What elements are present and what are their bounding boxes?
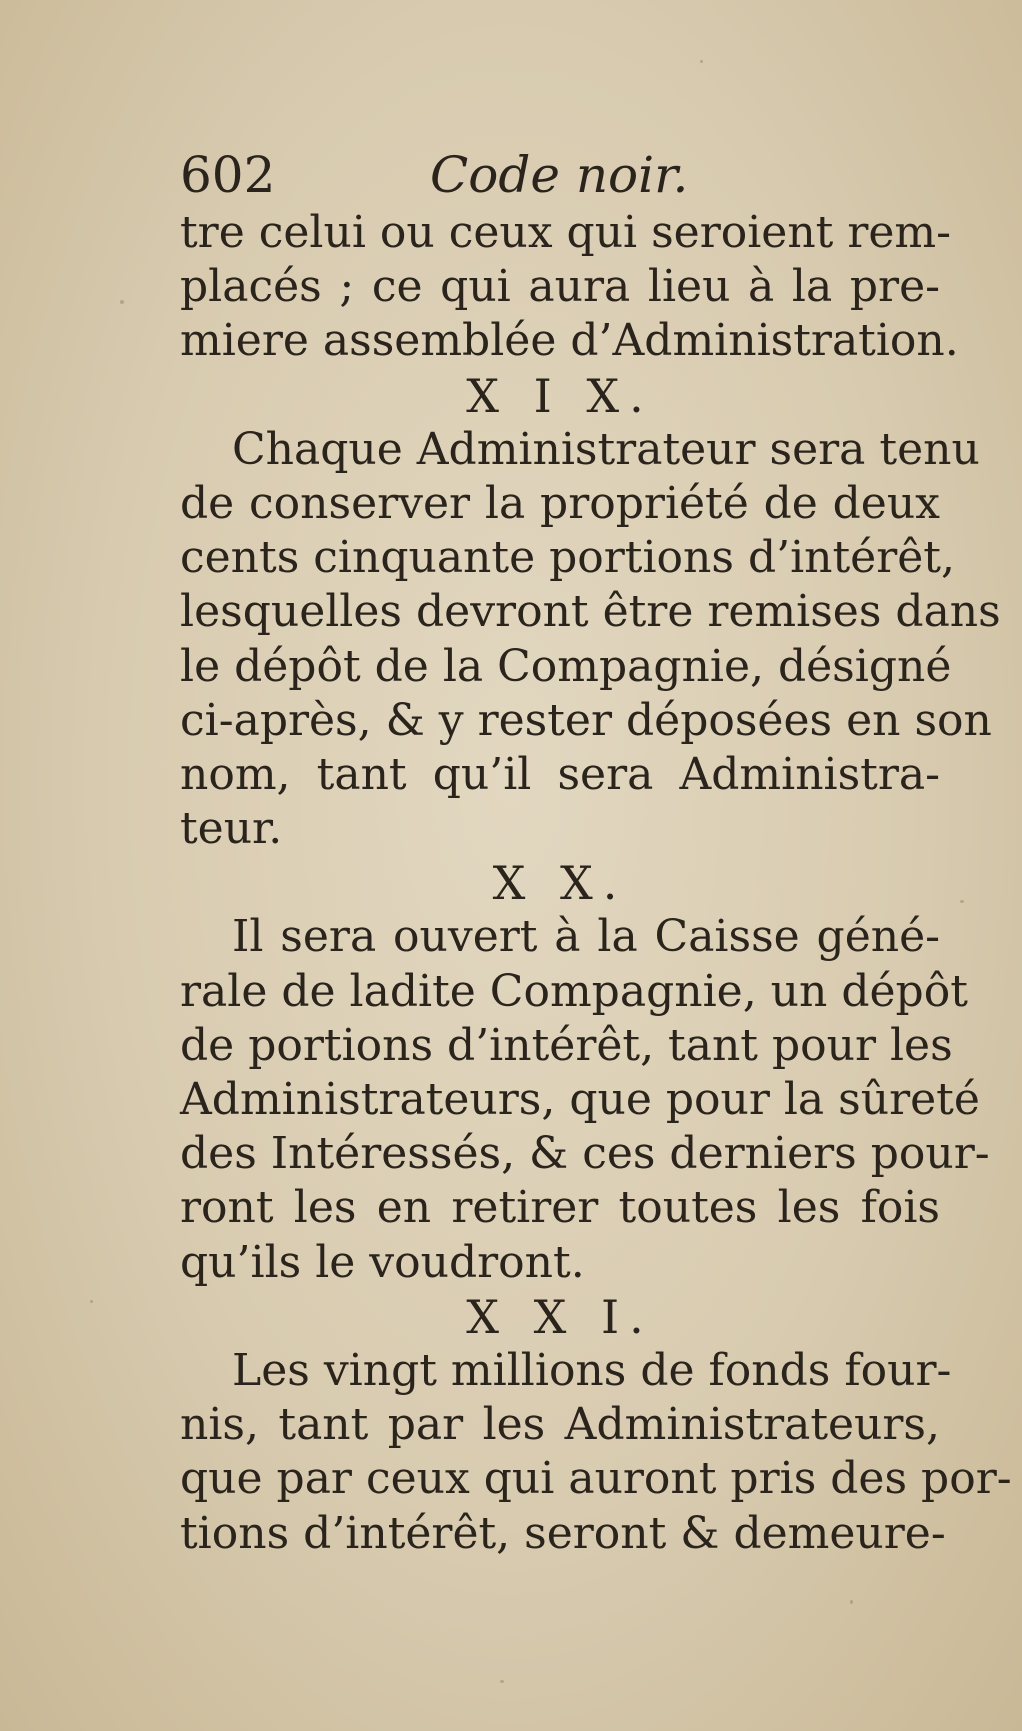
paper-speck [120,300,124,304]
text-line: cents cinquante portions d’intérêt, [180,532,955,584]
page-number: 602 [180,146,276,204]
text-line: tions d’intérêt, seront & demeure- [180,1507,946,1559]
text-line: teur. [180,803,283,855]
paper-speck [850,1600,853,1604]
page-text [180,206,1012,1561]
text-line: tre celui ou ceux qui seroient rem- [180,207,952,258]
text-line: Chaque Administrateur sera tenu [232,423,980,475]
text-line: Les vingt millions de fonds four- [232,1344,952,1396]
running-title: Code noir. [430,146,689,204]
article-heading: X X. [492,856,628,911]
paper-speck [700,60,703,63]
text-line: Administrateurs, que pour la sûreté [180,1074,980,1125]
text-line: que par ceux qui auront pris des por- [180,1453,1012,1505]
text-line: des Intéressés, & ces derniers pour- [180,1128,990,1180]
page-header [180,142,940,212]
text-line: de conserver la propriété de deux [180,477,940,529]
text-line: lesquelles devront être remises dans [180,586,1001,638]
paper-speck [960,900,964,903]
article-heading: X X I. [466,1289,654,1344]
text-line: Il sera ouvert à la Caisse géné- [232,911,940,963]
paper-speck [90,1300,93,1303]
paper-speck [500,1680,504,1683]
text-line: ci-après, & y rester déposées en son [180,694,992,746]
text-line: nom, tant qu’il sera Administra- [180,748,940,800]
text-line: rale de ladite Compagnie, un dépôt [180,965,968,1017]
text-line: qu’ils le voudront. [180,1236,585,1288]
text-line: ront les en retirer toutes les fois [180,1182,940,1234]
article-heading: X I X. [466,368,654,423]
text-line: miere assemblée d’Administration. [180,315,959,367]
text-line: le dépôt de la Compagnie, désigné [180,640,952,692]
text-line: placés ; ce qui aura lieu à la pre- [180,261,940,313]
text-line: nis, tant par les Administrateurs, [180,1399,940,1451]
text-line: de portions d’intérêt, tant pour les [180,1019,953,1071]
